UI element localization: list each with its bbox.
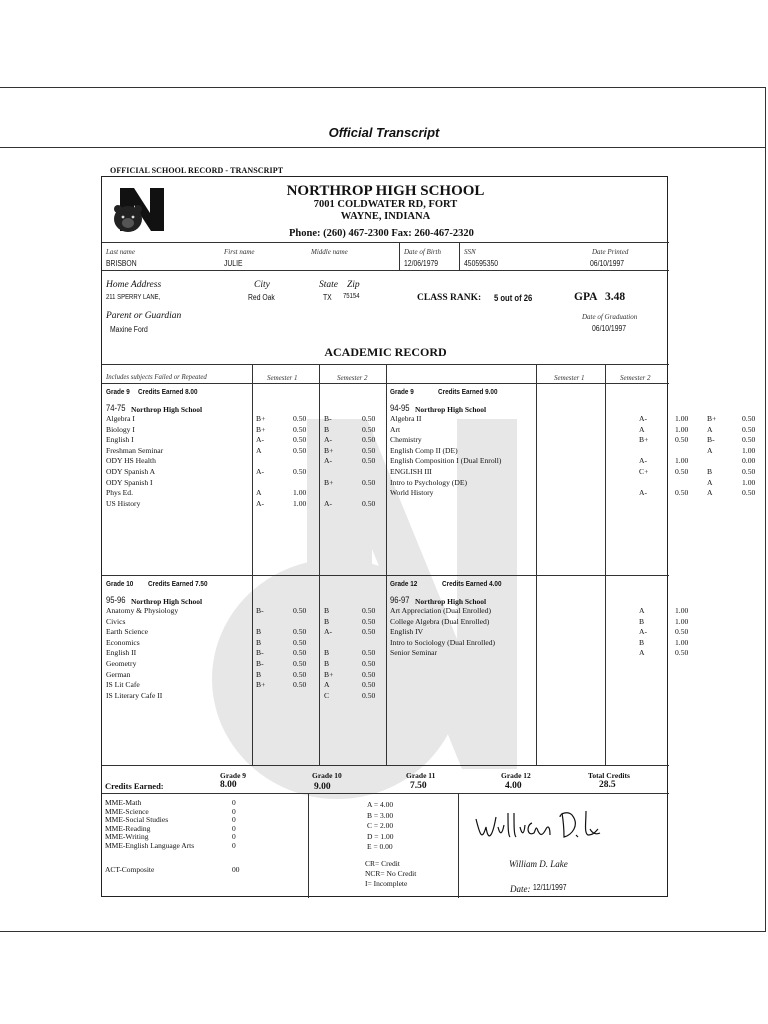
sem1-credit: 0.50	[293, 414, 307, 423]
scale-entry: B = 3.00	[367, 810, 394, 820]
sem2-grade: B+	[324, 669, 334, 679]
course-name: English Comp II (DE)	[390, 445, 458, 455]
test-score: 0	[232, 815, 236, 825]
total-g10-value: 9.00	[314, 782, 331, 792]
parent-label: Parent or Guardian	[106, 311, 182, 321]
course-name: Civics	[106, 616, 126, 626]
sem1-grade: B-	[256, 606, 264, 615]
sem1-header-right: Semester 1	[554, 374, 585, 382]
sem2-header: Semester 2	[337, 374, 368, 382]
divider	[319, 364, 320, 765]
block-credits: Credits Earned 7.50	[148, 579, 208, 588]
sem2-grade: B	[324, 648, 330, 658]
course-name: IS Literary Cafe II	[106, 690, 163, 700]
state-label: State	[319, 280, 338, 290]
sem1-credit: 0.50	[293, 424, 307, 434]
total-g9-label: Grade 9	[220, 771, 247, 780]
test-name: MME-Writing	[105, 832, 149, 842]
sem2-credit: 0.50	[362, 690, 376, 700]
sem2-credit: 0.50	[742, 467, 756, 476]
sem2-grade: B+	[707, 414, 717, 423]
signature-date-value: 12/11/1997	[533, 883, 567, 892]
divider	[308, 793, 309, 898]
sem2-grade: A	[324, 680, 330, 690]
city-value: Red Oak	[248, 293, 275, 302]
signature-icon	[472, 805, 602, 847]
sem1-credit: 0.50	[293, 467, 307, 476]
sem1-credit: 0.50	[293, 435, 307, 445]
sem1-grade: A-	[256, 435, 265, 445]
sem2-credit: 0.50	[742, 424, 756, 434]
course-name: College Algebra (Dual Enrolled)	[390, 616, 490, 626]
total-g12-label: Grade 12	[501, 771, 531, 780]
sem1-grade: A	[639, 648, 645, 658]
course-name: ODY Spanish I	[106, 477, 153, 487]
gpa-value: 3.48	[605, 291, 626, 303]
sem2-credit: 0.50	[362, 680, 376, 690]
test-score: 00	[232, 864, 240, 874]
course-name: Art Appreciation (Dual Enrolled)	[390, 606, 492, 615]
total-g10-label: Grade 10	[312, 771, 342, 780]
sem2-grade: A-	[324, 498, 333, 508]
sem1-grade: A	[256, 445, 262, 455]
ssn-label: SSN	[464, 248, 476, 256]
sem1-credit: 1.00	[675, 414, 689, 423]
sem1-credit: 0.50	[675, 627, 689, 637]
course-name: Freshman Seminar	[106, 445, 164, 455]
zip-label: Zip	[347, 280, 360, 290]
sem1-header: Semester 1	[267, 374, 298, 382]
course-name: Senior Seminar	[390, 648, 438, 658]
test-score: 0	[232, 806, 236, 816]
total-credits-label: Total Credits	[588, 771, 630, 780]
sem1-credit: 0.50	[675, 488, 689, 498]
sem1-grade: B-	[256, 648, 264, 658]
sem2-grade: B	[324, 424, 330, 434]
sem1-credit: 0.50	[293, 669, 307, 679]
divider	[102, 242, 669, 243]
divider	[605, 364, 606, 765]
divider	[102, 765, 669, 766]
sem1-grade: B+	[256, 680, 266, 690]
course-name: US History	[106, 498, 141, 508]
sem1-grade: A-	[639, 456, 648, 466]
divider	[458, 793, 459, 898]
block-year: 94-95	[390, 403, 410, 413]
total-g12-value: 4.00	[505, 781, 522, 791]
transcript-document	[101, 176, 756, 897]
sem1-grade: B	[256, 669, 262, 679]
code-entry: NCR= No Credit	[365, 869, 417, 878]
total-credits-value: 28.5	[599, 780, 616, 790]
course-name: World History	[390, 488, 434, 498]
class-rank-label: CLASS RANK:	[417, 293, 482, 303]
sem1-grade: B+	[639, 435, 649, 445]
sem2-grade: A-	[324, 627, 333, 637]
gpa-label: GPA	[574, 291, 598, 303]
state-value: TX	[323, 293, 332, 302]
zip-value: 75154	[343, 293, 360, 300]
sem1-credit: 0.50	[675, 435, 689, 445]
ssn-value: 450595350	[464, 259, 499, 268]
total-g9-value: 8.00	[220, 780, 237, 790]
parent-value: Maxine Ford	[110, 325, 148, 334]
sem2-credit: 0.50	[742, 435, 756, 445]
sem2-grade: B	[324, 616, 330, 626]
sem1-credit: 1.00	[675, 424, 689, 434]
sem1-grade: A	[639, 424, 645, 434]
block-grade: Grade 9	[390, 387, 414, 396]
sem1-grade: B	[256, 627, 262, 637]
course-name: German	[106, 669, 131, 679]
sem2-grade: A	[707, 424, 713, 434]
sem1-grade: A-	[256, 467, 265, 476]
course-name: Intro to Sociology (Dual Enrolled)	[390, 637, 496, 647]
sem2-credit: 0.50	[362, 498, 376, 508]
academic-record-title: ACADEMIC RECORD	[324, 345, 447, 359]
sem1-grade: B-	[256, 659, 264, 668]
block-year: 96-97	[390, 595, 410, 605]
test-score: 0	[232, 798, 236, 807]
sem1-credit: 0.50	[293, 637, 307, 647]
sem2-grade: A-	[324, 435, 333, 445]
school-name: NORTHROP HIGH SCHOOL	[286, 183, 485, 199]
sem2-grade: C	[324, 690, 330, 700]
sem1-grade: A	[256, 488, 262, 498]
total-g11-value: 7.50	[410, 781, 427, 791]
sem2-grade: B	[324, 659, 330, 668]
sem2-credit: 0.50	[362, 414, 376, 423]
includes-note: Includes subjects Failed or Repeated	[106, 374, 207, 381]
middle-name-label: Middle name	[311, 248, 348, 256]
test-name: MME-Reading	[105, 823, 151, 833]
title-divider	[0, 147, 766, 148]
scale-entry: D = 1.00	[367, 831, 394, 841]
course-name: IS Lit Cafe	[106, 680, 140, 690]
code-entry: CR= Credit	[365, 859, 400, 868]
sem2-grade: B	[707, 467, 713, 476]
sem1-grade: C+	[639, 467, 649, 476]
test-name: MME-Science	[105, 806, 149, 816]
sem1-credit: 0.50	[293, 627, 307, 637]
sem2-credit: 0.00	[742, 456, 756, 466]
block-school: Northrop High School	[131, 405, 203, 414]
sem2-credit: 0.50	[362, 477, 376, 487]
sem1-grade: A-	[639, 627, 648, 637]
sem1-grade: B	[639, 637, 645, 647]
divider	[102, 793, 669, 794]
dob-value: 12/06/1979	[404, 259, 439, 268]
scale-entry: A = 4.00	[367, 800, 394, 809]
block-grade: Grade 12	[390, 579, 418, 588]
course-name: English Composition I (Dual Enroll)	[390, 456, 502, 466]
last-name-label: Last name	[106, 248, 135, 256]
block-credits: Credits Earned 8.00	[138, 387, 198, 396]
sem1-credit: 0.50	[675, 648, 689, 658]
sem2-credit: 0.50	[742, 488, 756, 498]
scale-entry: E = 0.00	[367, 842, 393, 851]
divider	[386, 364, 387, 765]
block-credits: Credits Earned 9.00	[438, 387, 498, 396]
sem1-credit: 0.50	[675, 467, 689, 476]
signature-date-label: Date:	[510, 884, 531, 894]
sem1-grade: B+	[256, 414, 266, 423]
school-address-line1: 7001 COLDWATER RD, FORT	[313, 199, 458, 210]
sem2-grade: A	[707, 477, 713, 487]
course-name: Anatomy & Physiology	[106, 606, 179, 615]
sem2-credit: 0.50	[362, 627, 376, 637]
block-school: Northrop High School	[131, 597, 203, 606]
sem2-credit: 0.50	[742, 414, 756, 423]
block-grade: Grade 9	[106, 387, 130, 396]
first-name-label: First name	[224, 248, 255, 256]
date-printed-label: Date Printed	[592, 248, 629, 256]
code-entry: I= Incomplete	[365, 879, 408, 888]
sem1-credit: 0.50	[293, 659, 307, 668]
divider	[252, 364, 253, 765]
test-score: 0	[232, 832, 236, 842]
city-label: City	[254, 280, 270, 290]
sem2-credit: 0.50	[362, 669, 376, 679]
sem2-credit: 0.50	[362, 445, 376, 455]
course-name: English I	[106, 435, 134, 445]
block-school: Northrop High School	[415, 405, 487, 414]
date-printed-value: 06/10/1997	[590, 259, 625, 268]
sem1-grade: A-	[256, 498, 265, 508]
course-name: ODY Spanish A	[106, 467, 156, 476]
page-title: Official Transcript	[328, 125, 440, 140]
sem2-header-right: Semester 2	[620, 374, 651, 382]
sem2-credit: 0.50	[362, 648, 376, 658]
graduation-label: Date of Graduation	[582, 313, 638, 321]
sem2-credit: 0.50	[362, 606, 376, 615]
sem2-credit: 0.50	[362, 424, 376, 434]
class-rank-value: 5 out of 26	[494, 293, 533, 303]
course-name: Geometry	[106, 659, 137, 668]
sem1-credit: 1.00	[293, 488, 307, 498]
sem1-credit: 1.00	[675, 616, 689, 626]
sem2-credit: 0.50	[362, 456, 376, 466]
sem2-grade: A	[707, 445, 713, 455]
sem2-credit: 0.50	[362, 435, 376, 445]
scale-entry: C = 2.00	[367, 821, 394, 830]
sem1-credit: 0.50	[293, 445, 307, 455]
sem2-grade: B+	[324, 445, 334, 455]
divider	[102, 270, 669, 271]
divider	[536, 364, 537, 765]
divider	[459, 242, 460, 270]
sem1-grade: A-	[639, 488, 648, 498]
sem2-credit: 0.50	[362, 616, 376, 626]
test-name: MME-Math	[105, 798, 142, 807]
block-school: Northrop High School	[415, 597, 487, 606]
sem2-credit: 1.00	[742, 445, 756, 455]
course-name: Algebra II	[390, 414, 422, 423]
total-g11-label: Grade 11	[406, 771, 436, 780]
test-name: ACT-Composite	[105, 864, 155, 874]
home-address-label: Home Address	[106, 280, 162, 290]
signatory-name: William D. Lake	[509, 859, 568, 869]
sem1-grade: A-	[639, 414, 648, 423]
block-year: 95-96	[106, 595, 126, 605]
test-score: 0	[232, 841, 236, 850]
course-name: English IV	[390, 627, 424, 637]
credits-earned-label: Credits Earned:	[105, 781, 164, 791]
sem1-credit: 1.00	[675, 606, 689, 615]
sem2-grade: B	[324, 606, 330, 615]
graduation-value: 06/10/1997	[592, 324, 627, 333]
sem1-grade: A	[639, 606, 645, 615]
sem1-credit: 0.50	[293, 648, 307, 658]
sem1-credit: 0.50	[293, 606, 307, 615]
block-year: 74-75	[106, 403, 126, 413]
last-name-value: BRISBON	[106, 259, 137, 268]
divider	[399, 242, 400, 270]
test-score: 0	[232, 823, 236, 833]
course-name: Intro to Psychology (DE)	[390, 477, 467, 487]
sem1-credit: 0.50	[293, 680, 307, 690]
sem2-credit: 0.50	[362, 659, 376, 668]
course-name: ODY HS Health	[106, 456, 156, 466]
test-name: MME-English Language Arts	[105, 841, 195, 850]
sem2-grade: A-	[324, 456, 333, 466]
dob-label: Date of Birth	[404, 248, 441, 256]
school-address-line2: WAYNE, INDIANA	[340, 211, 431, 222]
sem1-grade: B+	[256, 424, 266, 434]
home-address-value: 211 SPERRY LANE,	[106, 294, 161, 301]
block-grade: Grade 10	[106, 579, 134, 588]
sem1-grade: B	[256, 637, 262, 647]
course-name: Art	[390, 424, 401, 434]
course-name: Biology I	[106, 424, 135, 434]
sem2-credit: 1.00	[742, 477, 756, 487]
sem1-credit: 1.00	[675, 456, 689, 466]
school-phone: Phone: (260) 467-2300 Fax: 260-467-2320	[289, 228, 474, 239]
course-name: ENGLISH III	[390, 467, 432, 476]
test-name: MME-Social Studies	[105, 815, 169, 825]
course-name: Phys Ed.	[106, 488, 134, 498]
course-name: Earth Science	[106, 627, 148, 637]
course-name: Economics	[106, 637, 140, 647]
sem2-grade: A	[707, 488, 713, 498]
block-credits: Credits Earned 4.00	[442, 579, 502, 588]
first-name-value: JULIE	[224, 259, 243, 268]
course-name: Chemistry	[390, 435, 422, 445]
sem1-credit: 1.00	[293, 498, 307, 508]
course-name: Algebra I	[106, 414, 135, 423]
course-name: English II	[106, 648, 137, 658]
sem1-grade: B	[639, 616, 645, 626]
sem2-grade: B-	[707, 435, 715, 445]
sem1-credit: 1.00	[675, 637, 689, 647]
document-caption: OFFICIAL SCHOOL RECORD - TRANSCRIPT	[110, 166, 284, 175]
sem2-grade: B+	[324, 477, 334, 487]
sem2-grade: B-	[324, 414, 332, 423]
